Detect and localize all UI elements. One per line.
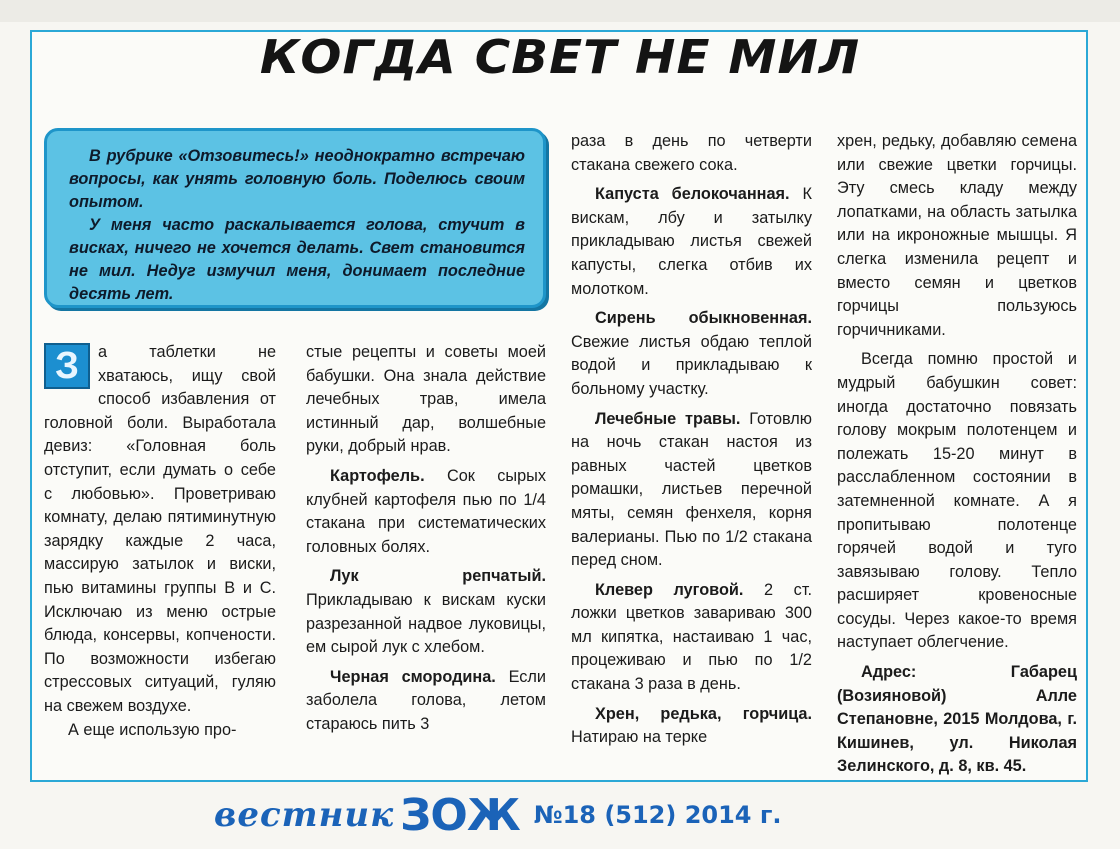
- remedy-heading: Черная смородина.: [330, 667, 496, 686]
- remedy-text: Натираю на терке: [571, 728, 708, 747]
- remedy-text: Свежие листья обдаю теплой водой и прикладываю к больному участку.: [571, 332, 812, 398]
- column-1: [44, 341, 276, 742]
- author-address: Адрес: Габарец (Возияновой) Алле Степановне, 2015 Молдова, г. Кишинев, ул. Николая Зелинского, д. 8, кв. 45.: [837, 663, 1077, 776]
- body-paragraph: Всегда помню простой и мудрый бабушкин совет: иногда достаточно повязать голову мокрым полотенцем и полежать 15-20 минут в расслабленном состоянии в затемненной комнате. А я пропитываю полотенце горячей водой и туго завязываю голову. Тепло расширяет кровеносные сосуды. Через какое-то время наступает облегчение.: [837, 350, 1077, 652]
- intro-paragraph-1: В рубрике «Отзовитесь!» неоднократно встречаю вопросы, как унять головную боль. Поделюсь своим опытом.: [69, 147, 525, 211]
- intro-box: [44, 128, 546, 308]
- brand-logo-script: вестник: [214, 795, 395, 835]
- article-headline: КОГДА СВЕТ НЕ МИЛ: [259, 30, 861, 84]
- remedy-text: Сок сырых клубней картофеля пью по 1/4 стакана при систематических головных болях.: [306, 466, 547, 556]
- remedy-heading: Капуста белокочанная.: [595, 185, 790, 204]
- remedy-heading: Клевер луговой.: [595, 580, 744, 599]
- remedy-text: Готовлю на ночь стакан настоя из равных частей цветков ромашки, листьев перечной мяты, семян фенхеля, корня валерианы. Пью по 1/2 стакана перед сном.: [571, 409, 812, 570]
- column-4: [837, 130, 1077, 779]
- body-paragraph: хрен, редьку, добавляю семена или свежие цветки горчицы. Эту смесь кладу между лопатками, на область затылка или на икроножные мышцы. Я слегка изменила рецепт и вместо семян и цветков горчицы пользуюсь горчичниками.: [837, 132, 1077, 339]
- drop-cap: З: [44, 343, 90, 389]
- remedy-heading: Картофель.: [330, 466, 425, 485]
- body-paragraph: А еще использую про-: [68, 720, 237, 739]
- intro-paragraph-2: У меня часто раскалывается голова, стучит в висках, ничего не хочется делать. Свет становится не мил. Недуг измучил меня, донимает последние десять лет.: [69, 216, 525, 303]
- remedy-herbs: [571, 408, 812, 573]
- remedy-onion: [306, 565, 546, 659]
- remedy-lilac: [571, 307, 812, 401]
- remedy-text: К вискам, лбу и затылку прикладываю листья свежей капусты, слегка отбив их молотком.: [571, 185, 812, 298]
- publication-footer: [214, 790, 782, 840]
- body-paragraph: раза в день по четверти стакана свежего сока.: [571, 132, 812, 174]
- remedy-horseradish: [571, 703, 812, 750]
- remedy-heading: Лечебные травы.: [595, 409, 741, 428]
- remedy-cabbage: [571, 183, 812, 301]
- column-2: [306, 341, 546, 737]
- page-top-strip: [0, 0, 1120, 22]
- issue-number: №18 (512) 2014 г.: [533, 801, 782, 829]
- brand-logo-bold: ЗОЖ: [400, 789, 520, 841]
- column-3: [571, 130, 812, 750]
- remedy-text: Если заболела голова, летом стараюсь пить 3: [306, 667, 546, 733]
- body-paragraph: а таблетки не хватаюсь, ищу свой способ избавления от головной боли. Выработала девиз: «Головная боль отступит, если думать о себе с любовью». Проветриваю комнату, делаю пятиминутную зарядку каждые 2 часа, массирую затылок и виски, пью витамины группы В и С. Исключаю из меню острые блюда, консервы, копчености. По возможности избегаю стрессовых ситуаций, гуляю на свежем воздухе.: [44, 343, 276, 715]
- remedy-clover: [571, 579, 812, 697]
- remedy-heading: Лук репчатый.: [330, 567, 546, 586]
- remedy-text: 2 ст. ложки цветков завариваю 300 мл кипятка, настаиваю 1 час, процеживаю и пью по 1/2 стакана 3 раза в день.: [571, 580, 812, 694]
- remedy-blackcurrant: [306, 666, 546, 737]
- remedy-potato: [306, 465, 546, 559]
- remedy-heading: Сирень обыкновенная.: [595, 309, 812, 328]
- remedy-text: Прикладываю к вискам куски разрезанной надвое луковицы, ем сырой лук с хлебом.: [306, 590, 546, 657]
- remedy-heading: Хрен, редька, горчица.: [595, 704, 812, 723]
- body-paragraph: стые рецепты и советы моей бабушки. Она знала действие лечебных трав, имела истинный дар, волшебные руки, добрый нрав.: [306, 343, 546, 456]
